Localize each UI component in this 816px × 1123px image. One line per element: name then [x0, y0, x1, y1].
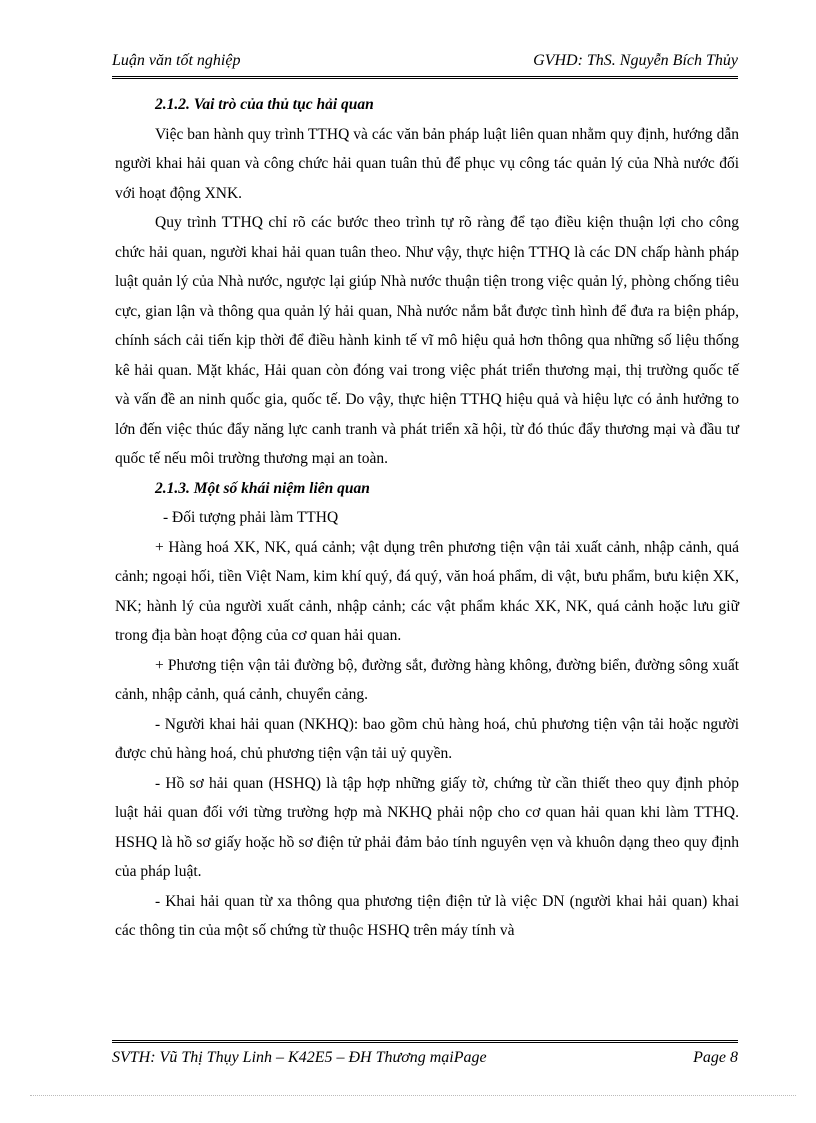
page-number: Page 8 [693, 1049, 738, 1066]
section-heading-2-1-3: 2.1.3. Một số khái niệm liên quan [155, 479, 370, 497]
page-footer [112, 1040, 738, 1075]
list-item: - Hồ sơ hải quan (HSHQ) là tập hợp những giấy tờ, chứng từ cần thiết theo quy định phỏp luật hải quan đối với từng trường hợp mà NKHQ phải nộp cho cơ quan hải quan khi làm TTHQ. HSHQ là hồ sơ giấy hoặc hồ sơ điện tử phải đảm bảo tính nguyên vẹn và khuôn dạng theo quy định của pháp luật. [115, 774, 739, 880]
page-break-line [30, 1095, 796, 1096]
list-item: - Người khai hải quan (NKHQ): bao gồm chủ hàng hoá, chủ phương tiện vận tải hoặc người được chủ hàng hoá, chủ phương tiện vận tải uỷ quyền. [115, 715, 739, 762]
page-body [115, 90, 739, 946]
paragraph: Việc ban hành quy trình TTHQ và các văn bản pháp luật liên quan nhằm quy định, hướng dẫn người khai hải quan và công chức hải quan tuân thủ để phục vụ công tác quản lý của Nhà nước đối với hoạt động XNK. [115, 125, 739, 202]
page-header [112, 52, 738, 79]
paragraph: Quy trình TTHQ chỉ rõ các bước theo trình tự rõ ràng để tạo điều kiện thuận lợi cho công chức hải quan, người khai hải quan tuân theo. Như vậy, thực hiện TTHQ là các DN chấp hành pháp luật quản lý của Nhà nước, ngược lại giúp Nhà nước thuận tiện trong việc quản lý, phòng chống tiêu cực, gian lận và thông qua quản lý hải quan, Nhà nước nắm bắt được tình hình để đưa ra biện pháp, chính sách cải tiến kịp thời để điều hành kinh tế vĩ mô hiệu quả hơn thông qua những số liệu thống kê hải quan. Mặt khác, Hải quan còn đóng vai trong việc phát triển thương mại, thị trường quốc tế và vấn đề an ninh quốc gia, quốc tế. Do vậy, thực hiện TTHQ hiệu quả và hiệu lực có ảnh hưởng to lớn đến việc thúc đẩy năng lực canh tranh và phát triển xã hội, từ đó thúc đẩy thương mại và đầu tư quốc tế nếu môi trường thương mại an toàn. [115, 214, 739, 467]
list-item: - Khai hải quan từ xa thông qua phương tiện điện tử là việc DN (người khai hải quan) khai các thông tin của một số chứng từ thuộc HSHQ trên máy tính và [115, 892, 739, 939]
section-heading-2-1-2: 2.1.2. Vai trò của thủ tục hải quan [155, 96, 374, 113]
list-item: + Phương tiện vận tải đường bộ, đường sắt, đường hàng không, đường biển, đường sông xuất cảnh, nhập cảnh, quá cảnh, chuyển cảng. [115, 656, 739, 703]
header-left-text: Luận văn tốt nghiệp [112, 52, 241, 69]
list-item: + Hàng hoá XK, NK, quá cảnh; vật dụng trên phương tiện vận tải xuất cảnh, nhập cảnh, quá cảnh; ngoại hối, tiền Việt Nam, kim khí quý, đá quý, văn hoá phẩm, di vật, bưu phẩm, bưu kiện XK, NK; hành lý của người xuất cảnh, nhập cảnh; các vật phẩm khác XK, NK, quá cảnh hoặc lưu giữ trong địa bàn hoạt động của cơ quan hải quan. [115, 538, 739, 644]
list-item: - Đối tượng phải làm TTHQ [163, 509, 339, 526]
footer-left-text: SVTH: Vũ Thị Thụy Linh – K42E5 – ĐH Thương mạiPage [112, 1049, 487, 1066]
header-right-text: GVHD: ThS. Nguyễn Bích Thủy [533, 52, 738, 69]
